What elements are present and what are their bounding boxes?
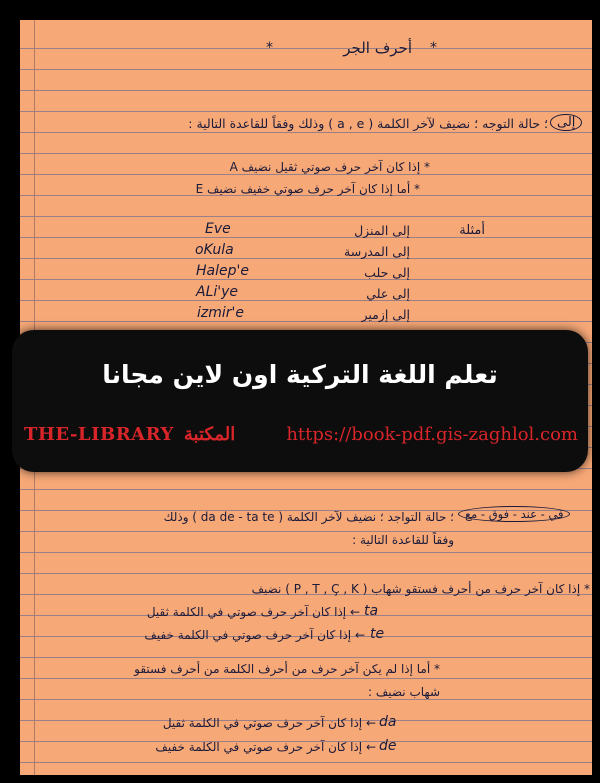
library-brand: [24, 424, 235, 445]
section1-rule2: * أما إذا كان آخر حرف صوتي خفيف نضيف E: [195, 182, 420, 196]
example-ar: إلى علي: [366, 286, 410, 301]
example-tr: Halep'e: [196, 263, 249, 279]
example-ar: إلى إزمير: [361, 307, 410, 322]
example-ar: إلى حلب: [364, 265, 410, 280]
example-tr: ALi'ye: [196, 284, 239, 300]
suffix-de: de: [379, 738, 397, 754]
examples-label: أمثلة: [459, 223, 485, 238]
example-ar: إلى المدرسة: [344, 244, 410, 259]
banner-title: تعلم اللغة التركية اون لاين مجانا: [102, 360, 498, 389]
section2-title: ؛ حالة التواجد ؛ نضيف لآخر الكلمة ( da de - ta te ) وذلك: [163, 510, 454, 524]
suffix-da: da: [379, 714, 397, 730]
page-heading: أحرف الجر: [343, 39, 412, 57]
example-tr: Eve: [205, 221, 231, 237]
section2-rule1b: ← إذا كان آخر حرف صوتي في الكلمة خفيف: [144, 628, 365, 642]
suffix-ta: ta: [364, 603, 379, 619]
promo-banner: [12, 330, 588, 472]
suffix-te: te: [370, 626, 385, 642]
section1-title: ؛ حالة التوجه ؛ نضيف لآخر الكلمة ( a , e ) وذلك وفقاً للقاعدة التالية :: [188, 116, 548, 131]
section2-rule2a: ← إذا كان آخر حرف صوتي في الكلمة ثقيل: [162, 716, 376, 730]
example-tr: oKula: [195, 242, 234, 258]
section2-rule2c: ← إذا كان آخر حرف صوتي في الكلمة خفيف: [155, 740, 376, 754]
example-tr: izmir'e: [197, 305, 244, 321]
banner-url-link[interactable]: https://book-pdf.gis-zaghlol.com: [286, 424, 578, 445]
section2-rule1: * إذا كان آخر حرف من أحرف فستقو شهاب ( P , T , Ç , K ) نضيف: [251, 582, 590, 596]
section1-rule1: * إذا كان آخر حرف صوتي ثقيل نضيف A: [229, 160, 430, 174]
section2-rule1a: ← إذا كان آخر حرف صوتي في الكلمة ثقيل: [146, 605, 360, 619]
example-ar: إلى المنزل: [354, 223, 410, 238]
section1-label: إلى: [550, 114, 582, 131]
section2-title-cont: وفقاً للقاعدة التالية :: [352, 533, 454, 547]
library-name-en: THE-LIBRARY: [24, 424, 174, 445]
heading-star-right: *: [430, 40, 437, 56]
heading-star-left: *: [266, 40, 273, 56]
section2-rule2: * أما إذا لم يكن آخر حرف من أحرف الكلمة من أحرف فستقو: [134, 662, 440, 676]
section2-label: في - عند - فوق - مع: [458, 506, 570, 522]
section2-rule2-cont: شهاب نضيف :: [368, 685, 440, 699]
library-name-ar: المكتبة: [183, 424, 236, 445]
